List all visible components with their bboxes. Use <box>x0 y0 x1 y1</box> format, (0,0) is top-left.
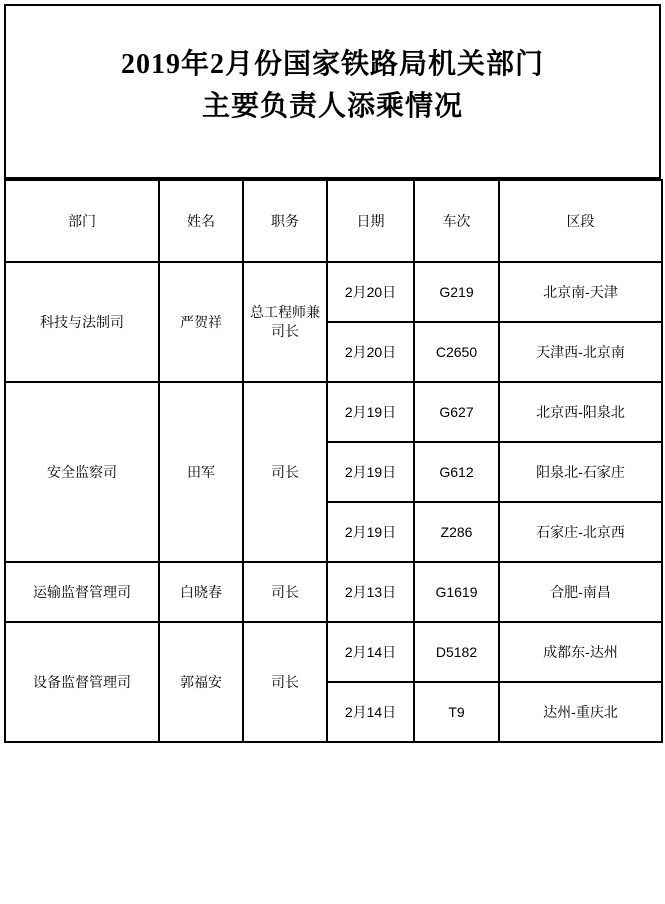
cell-position-text: 司长 <box>271 583 299 600</box>
document-title-line-2: 主要负责人添乘情况 <box>201 91 463 122</box>
column-header-name: 姓名 <box>159 180 243 262</box>
cell-segment: 石家庄-北京西 <box>499 502 662 562</box>
cell-date: 2月19日 <box>327 382 414 442</box>
cell-train-no: C2650 <box>414 322 499 382</box>
cell-date: 2月14日 <box>327 682 414 742</box>
cell-department: 运输监督管理司 <box>5 562 159 622</box>
cell-date: 2月14日 <box>327 622 414 682</box>
cell-segment: 成都东-达州 <box>499 622 662 682</box>
table-header <box>5 180 662 262</box>
table-row <box>5 382 662 442</box>
cell-train-no: G1619 <box>414 562 499 622</box>
cell-date: 2月19日 <box>327 502 414 562</box>
column-header-position: 职务 <box>243 180 327 262</box>
column-header-date: 日期 <box>327 180 414 262</box>
column-header-segment: 区段 <box>499 180 662 262</box>
cell-segment: 阳泉北-石家庄 <box>499 442 662 502</box>
cell-position-text: 总工程师兼司长 <box>250 304 320 339</box>
boarding-records-table <box>4 179 663 743</box>
cell-department: 设备监督管理司 <box>5 622 159 742</box>
cell-date: 2月13日 <box>327 562 414 622</box>
cell-name: 白晓春 <box>159 562 243 622</box>
table-row <box>5 562 662 622</box>
cell-name: 严贺祥 <box>159 262 243 382</box>
cell-position <box>243 562 327 622</box>
document-title-line-1: 2019年2月份国家铁路局机关部门 <box>120 49 544 80</box>
cell-date: 2月20日 <box>327 262 414 322</box>
cell-position <box>243 262 327 382</box>
cell-train-no: G219 <box>414 262 499 322</box>
cell-train-no: G612 <box>414 442 499 502</box>
cell-position <box>243 622 327 742</box>
column-header-train-no: 车次 <box>414 180 499 262</box>
cell-name: 郭福安 <box>159 622 243 742</box>
cell-department: 科技与法制司 <box>5 262 159 382</box>
cell-date: 2月19日 <box>327 442 414 502</box>
table-row <box>5 262 662 322</box>
cell-position-text: 司长 <box>271 673 299 690</box>
cell-segment: 达州-重庆北 <box>499 682 662 742</box>
cell-train-no: Z286 <box>414 502 499 562</box>
cell-date: 2月20日 <box>327 322 414 382</box>
table-body <box>5 262 662 742</box>
cell-segment: 北京西-阳泉北 <box>499 382 662 442</box>
title-block <box>4 4 661 179</box>
column-header-department: 部门 <box>5 180 159 262</box>
cell-position-text: 司长 <box>271 463 299 480</box>
cell-segment: 北京南-天津 <box>499 262 662 322</box>
table-header-row <box>5 180 662 262</box>
cell-train-no: T9 <box>414 682 499 742</box>
cell-train-no: G627 <box>414 382 499 442</box>
table-row <box>5 622 662 682</box>
cell-name: 田军 <box>159 382 243 562</box>
cell-segment: 天津西-北京南 <box>499 322 662 382</box>
cell-position <box>243 382 327 562</box>
cell-department: 安全监察司 <box>5 382 159 562</box>
cell-train-no: D5182 <box>414 622 499 682</box>
cell-segment: 合肥-南昌 <box>499 562 662 622</box>
